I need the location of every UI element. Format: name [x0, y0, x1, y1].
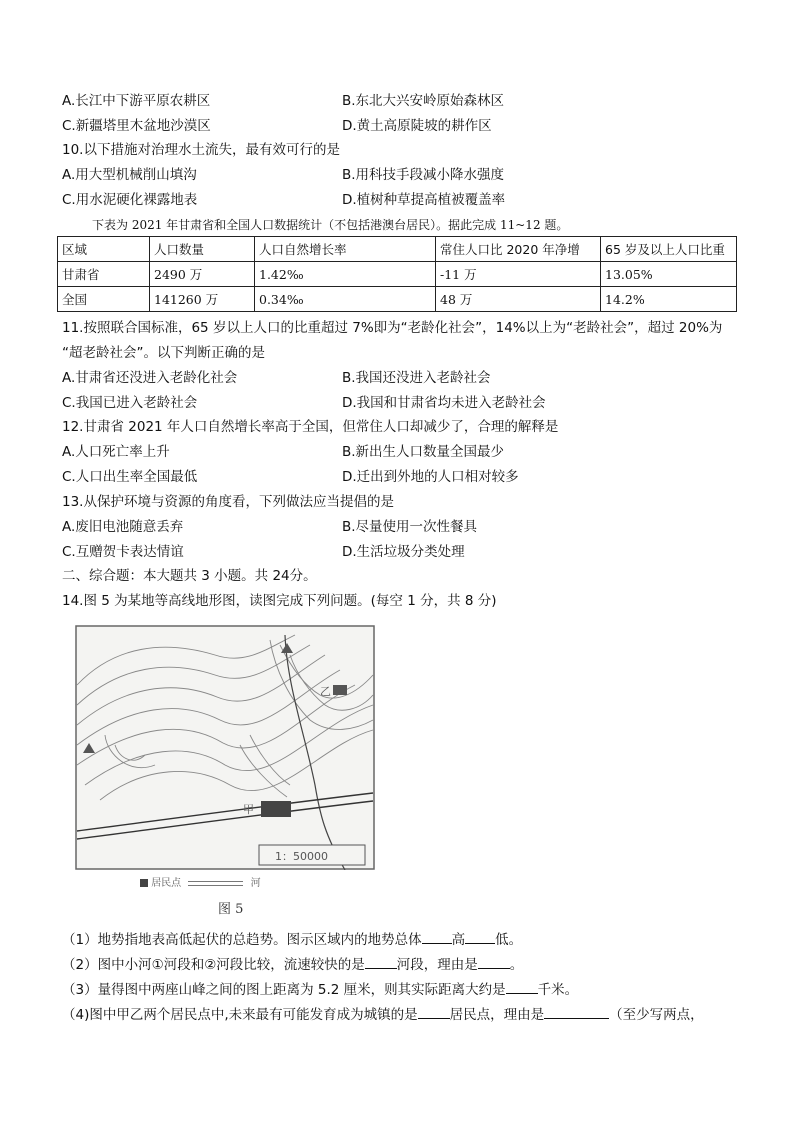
q13-option-c: C.互赠贺卡表达情谊 [62, 544, 184, 560]
q14-sub3-text: （3）量得图中两座山峰之间的图上距离为 5.2 厘米，则其实际距离大约是 [62, 982, 506, 998]
table-header-row [58, 237, 737, 262]
q13-option-b: B.尽量使用一次性餐具 [342, 519, 478, 535]
section2-heading: 二、综合题：本大题共 3 小题。共 24分。 [62, 568, 317, 584]
q10-option-a: A.用大型机械削山填沟 [62, 167, 197, 183]
contour-map-figure [75, 625, 375, 870]
table-cell: 14.2% [601, 287, 737, 312]
q14-sub3-text: 千米。 [537, 982, 579, 998]
q14-sub1-text: （1）地势指地表高低起伏的总趋势。图示区域内的地势总体 [62, 932, 422, 948]
answer-blank[interactable] [465, 929, 495, 944]
legend-river-icon [188, 881, 243, 886]
q10-option-d: D.植树种草提高植被覆盖率 [342, 192, 506, 208]
q11-option-a: A.甘肃省还没进入老龄化社会 [62, 370, 238, 386]
q14-sub4-text: 居民点，理由是 [449, 1007, 545, 1023]
answer-blank[interactable] [365, 954, 397, 969]
settlement-jia-icon [261, 801, 291, 817]
q12-option-d: D.迁出到外地的人口相对较多 [342, 469, 519, 485]
map-label-jia: 甲 [243, 803, 254, 816]
q14-sub4-text: （至少写两点， [609, 1007, 704, 1023]
table-cell: 141260 万 [150, 287, 255, 312]
q9-option-c: C.新疆塔里木盆地沙漠区 [62, 118, 211, 134]
table-cell: 甘肃省 [58, 262, 150, 287]
answer-blank[interactable] [478, 954, 510, 969]
table-header-cell: 人口自然增长率 [255, 237, 436, 262]
table-row [58, 287, 737, 312]
table-cell: -11 万 [436, 262, 601, 287]
q13-option-a: A.废旧电池随意丢弃 [62, 519, 184, 535]
legend-resident-label: 居民点 [151, 878, 182, 889]
q12-option-b: B.新出生人口数量全国最少 [342, 444, 505, 460]
q14-sub4-text: （4)图中甲乙两个居民点中,未来最有可能发育成为城镇的是 [62, 1007, 418, 1023]
table-header-cell: 人口数量 [150, 237, 255, 262]
figure-caption: 图 5 [218, 902, 244, 917]
q12-stem: 12.甘肃省 2021 年人口自然增长率高于全国，但常住人口却减少了，合理的解释是 [62, 419, 559, 435]
q14-sub1 [62, 929, 522, 950]
q10-stem: 10.以下措施对治理水土流失，最有效可行的是 [62, 142, 340, 158]
table-cell: 1.42‰ [255, 262, 436, 287]
map-scale: 1：50000 [275, 850, 328, 863]
table-header-cell: 区域 [58, 237, 150, 262]
q12-option-a: A.人口死亡率上升 [62, 444, 170, 460]
q9-option-b: B.东北大兴安岭原始森林区 [342, 93, 505, 109]
q11-stem-line1: 11.按照联合国标准，65 岁以上人口的比重超过 7%即为“老龄化社会”，14%以上为“老龄社会”，超过 20%为 [62, 320, 723, 336]
settlement-yi-icon [333, 685, 347, 695]
table-header-cell: 65 岁及以上人口比重 [601, 237, 737, 262]
q14-sub2 [62, 954, 523, 975]
legend-resident-icon [140, 879, 148, 887]
table-cell: 全国 [58, 287, 150, 312]
table-cell: 13.05% [601, 262, 737, 287]
q14-sub1-text: 高 [451, 932, 466, 948]
q14-sub1-text: 低。 [495, 932, 523, 948]
q12-option-c: C.人口出生率全国最低 [62, 469, 198, 485]
q11-option-b: B.我国还没进入老龄社会 [342, 370, 491, 386]
table-header-cell: 常住人口比 2020 年净增 [436, 237, 601, 262]
population-table [57, 236, 737, 312]
q14-sub2-text: 。 [509, 957, 524, 973]
q14-sub3 [62, 979, 578, 1000]
answer-blank[interactable] [506, 979, 538, 994]
answer-blank[interactable] [422, 929, 452, 944]
map-label-yi: 乙 [320, 685, 331, 698]
q14-sub4 [62, 1004, 704, 1025]
table-row [58, 262, 737, 287]
q9-option-a: A.长江中下游平原农耕区 [62, 93, 211, 109]
q13-stem: 13.从保护环境与资源的角度看，下列做法应当提倡的是 [62, 494, 394, 510]
q11-option-d: D.我国和甘肃省均未进入老龄社会 [342, 395, 546, 411]
table-cell: 2490 万 [150, 262, 255, 287]
table-cell: 48 万 [436, 287, 601, 312]
answer-blank[interactable] [544, 1004, 609, 1019]
q14-sub2-text: （2）图中小河①河段和②河段比较，流速较快的是 [62, 957, 365, 973]
q11-option-c: C.我国已进入老龄社会 [62, 395, 198, 411]
q9-option-d: D.黄土高原陡坡的耕作区 [342, 118, 492, 134]
legend-river-label: 河 [250, 878, 261, 889]
q13-option-d: D.生活垃圾分类处理 [342, 544, 465, 560]
q14-sub2-text: 河段，理由是 [396, 957, 478, 973]
q14-stem: 14.图 5 为某地等高线地形图，读图完成下列问题。(每空 1 分，共 8 分) [62, 593, 497, 609]
table-cell: 0.34‰ [255, 287, 436, 312]
answer-blank[interactable] [418, 1004, 450, 1019]
q10-option-c: C.用水泥硬化裸露地表 [62, 192, 198, 208]
table-note: 下表为 2021 年甘肃省和全国人口数据统计（不包括港澳台居民）。据此完成 11~12 题。 [92, 218, 569, 232]
q11-stem-line2: “超老龄社会”。以下判断正确的是 [62, 345, 265, 361]
q10-option-b: B.用科技手段减小降水强度 [342, 167, 505, 183]
map-legend [140, 874, 261, 889]
